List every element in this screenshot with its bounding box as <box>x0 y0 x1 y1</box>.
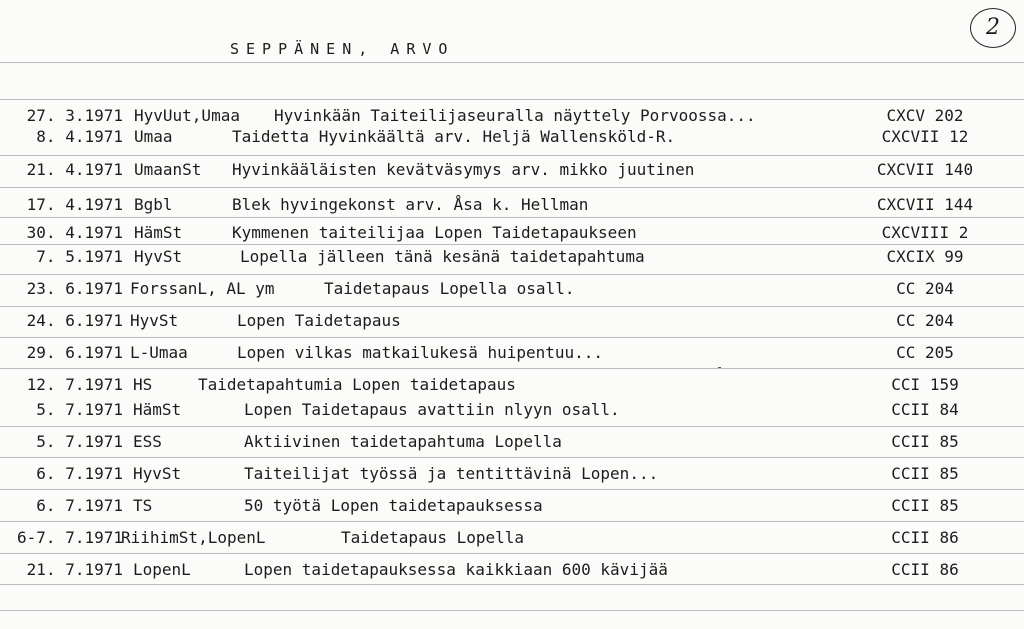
entry-row <box>0 106 1024 128</box>
entry-date: 6. 7.1971 <box>36 464 123 483</box>
entry-title: Aktiivinen taidetapahtuma Lopella <box>244 432 562 451</box>
entry-source: ESS <box>133 432 162 451</box>
entry-date: 5. 7.1971 <box>36 432 123 451</box>
entry-source: HyvSt <box>134 247 183 266</box>
entry-ref: CCII 84 <box>891 400 959 419</box>
entry-date: 5. 7.1971 <box>36 400 123 419</box>
entry-ref: CCII 85 <box>891 432 959 451</box>
rule-line <box>0 426 1024 427</box>
entry-row <box>0 247 1024 269</box>
rule-line <box>0 489 1024 490</box>
entry-ref: CCI 159 <box>891 375 959 394</box>
entry-source: HämSt <box>134 223 183 242</box>
entry-row <box>0 375 1024 397</box>
rule-line <box>0 610 1024 611</box>
entry-title: Lopen taidetapauksessa kaikkiaan 600 kävijää <box>244 560 668 579</box>
entry-source: L-Umaa <box>130 343 188 362</box>
entry-ref: CXCVII 12 <box>881 127 969 146</box>
rule-line <box>0 244 1024 245</box>
entry-ref: CXCIX 99 <box>886 247 964 266</box>
entry-date: 30. 4.1971 <box>26 223 123 242</box>
entry-source: HyvSt <box>130 311 179 330</box>
entry-date: 8. 4.1971 <box>36 127 123 146</box>
entry-date: 27. 3.1971 <box>26 106 123 125</box>
entry-date: 21. 4.1971 <box>26 160 123 179</box>
entry-date: 21. 7.1971 <box>26 560 123 579</box>
rule-line <box>0 306 1024 307</box>
entry-ref: CXCVII 144 <box>876 195 974 214</box>
entry-row <box>0 311 1024 333</box>
entry-date: 6-7. 7.1971 <box>17 528 123 547</box>
entry-title: Taidetapaus Lopella <box>341 528 525 547</box>
entry-title: Kymmenen taiteilijaa Lopen Taidetapaukseen <box>232 223 637 242</box>
entry-title: Lopen vilkas matkailukesä huipentuu... <box>237 343 604 362</box>
entry-ref: CC 205 <box>896 343 954 362</box>
entry-date: 12. 7.1971 <box>26 375 123 394</box>
rule-line <box>0 274 1024 275</box>
entry-source: RiihimSt,LopenL <box>121 528 266 547</box>
rule-line <box>0 217 1024 218</box>
rule-line <box>0 99 1024 100</box>
rule-line <box>0 457 1024 458</box>
rule-line <box>0 337 1024 338</box>
entry-source: LopenL <box>133 560 191 579</box>
entry-title: Taidetapahtumia Lopen taidetapaus <box>198 375 516 394</box>
entry-title: Blek hyvingekonst arv. Åsa k. Hellman <box>232 195 589 214</box>
entry-ref: CCII 85 <box>891 496 959 515</box>
entry-title: Lopella jälleen tänä kesänä taidetapahtuma <box>240 247 645 266</box>
entry-row <box>0 223 1024 245</box>
entry-row <box>0 464 1024 486</box>
rule-line <box>0 584 1024 585</box>
entry-date: 23. 6.1971 <box>26 279 123 298</box>
entry-title: Hyvinkääläisten kevätväsymys arv. mikko juutinen <box>232 160 695 179</box>
entry-title: 50 työtä Lopen taidetapauksessa <box>244 496 543 515</box>
entry-date: 24. 6.1971 <box>26 311 123 330</box>
rule-line <box>0 368 1024 369</box>
entry-row <box>0 496 1024 518</box>
entry-ref: CC 204 <box>896 279 954 298</box>
entry-source: HS <box>133 375 153 394</box>
entry-row <box>0 432 1024 454</box>
entry-title: Hyvinkään Taiteilijaseuralla näyttely Porvoossa... <box>274 106 756 125</box>
entry-row <box>0 343 1024 365</box>
entry-title: Taidetta Hyvinkäältä arv. Heljä Wallensköld-R. <box>232 127 676 146</box>
entry-date: 29. 6.1971 <box>26 343 123 362</box>
rule-line <box>0 553 1024 554</box>
entry-row <box>0 560 1024 582</box>
entry-source: ForssanL, AL ym <box>130 279 275 298</box>
entry-row <box>0 279 1024 301</box>
card-number-circled: 2 <box>970 8 1016 48</box>
entry-ref: CCII 86 <box>891 560 959 579</box>
entry-date: 7. 5.1971 <box>36 247 123 266</box>
entry-ref: CC 204 <box>896 311 954 330</box>
entry-source: Umaa <box>134 127 173 146</box>
rule-line <box>0 62 1024 63</box>
entry-ref: CCII 85 <box>891 464 959 483</box>
entry-source: HämSt <box>133 400 182 419</box>
entry-source: TS <box>133 496 153 515</box>
entry-source: Bgbl <box>134 195 173 214</box>
entry-title: Lopen Taidetapaus avattiin nlyyn osall. <box>244 400 620 419</box>
entry-row <box>0 528 1024 550</box>
entry-title: Lopen Taidetapaus <box>237 311 401 330</box>
entry-source: HyvUut,Umaa <box>134 106 240 125</box>
entry-source: UmaanSt <box>134 160 202 179</box>
entry-row <box>0 127 1024 149</box>
entry-row <box>0 195 1024 217</box>
entry-ref: CCII 86 <box>891 528 959 547</box>
rule-line <box>0 155 1024 156</box>
entry-row <box>0 400 1024 422</box>
entry-date: 17. 4.1971 <box>26 195 123 214</box>
entry-title: Taiteilijat työssä ja tentittävinä Lopen... <box>244 464 659 483</box>
rule-line <box>0 521 1024 522</box>
entry-title: Taidetapaus Lopella osall. <box>324 279 575 298</box>
entry-date: 6. 7.1971 <box>36 496 123 515</box>
entry-ref: CXCVIII 2 <box>881 223 969 242</box>
entry-source: HyvSt <box>133 464 182 483</box>
card-header-name: SEPPÄNEN, ARVO <box>230 40 455 58</box>
entry-ref: CXCVII 140 <box>876 160 974 179</box>
entry-ref: CXCV 202 <box>886 106 964 125</box>
rule-line <box>0 187 1024 188</box>
entry-row <box>0 160 1024 182</box>
